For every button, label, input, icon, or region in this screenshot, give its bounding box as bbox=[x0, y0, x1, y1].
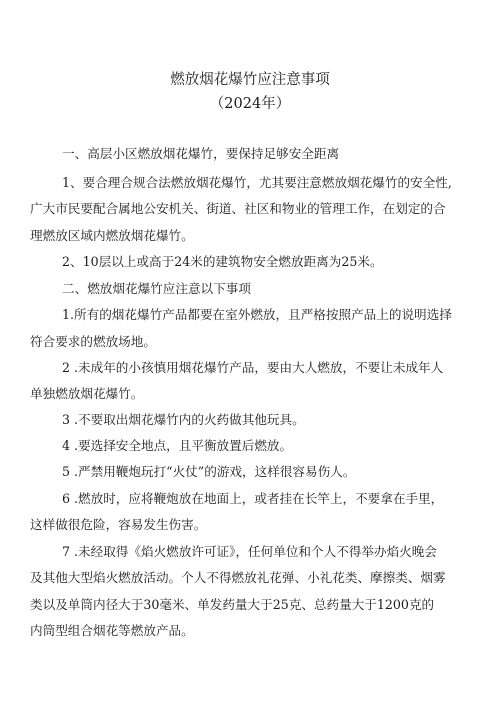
paragraph-line: 5 .严禁用鞭炮玩打“火仗”的游戏，这样很容易伤人。 bbox=[62, 464, 356, 479]
paragraph-line: 类以及单筒内径大于30毫米、单发药量大于25克、总药量大于1200克的 bbox=[30, 597, 435, 612]
document-title: 燃放烟花爆竹应注意事项 bbox=[170, 72, 330, 88]
paragraph-line: 及其他大型焰火燃放活动。个人不得燃放礼花弹、小礼花类、摩擦类、烟雾 bbox=[30, 570, 446, 585]
paragraph-line: 6 .燃放时，应将鞭炮放在地面上，或者挂在长竿上，不要拿在手里， bbox=[62, 491, 444, 506]
paragraph-line: 理燃放区域内燃放烟花爆竹。 bbox=[30, 228, 194, 243]
paragraph-line: 1、要合理合规合法燃放烟花爆竹，尤其要注意燃放烟花爆竹的安全性, bbox=[62, 175, 452, 190]
paragraph-line: 单独燃放烟花爆竹。 bbox=[30, 386, 144, 401]
paragraph-line: 7 .未经取得《焰火燃放许可证》，任何单位和个人不得举办焰火晚会 bbox=[62, 544, 437, 559]
paragraph-line: 内筒型组合烟花等燃放产品。 bbox=[30, 623, 194, 638]
paragraph-line: 这样做很危险，容易发生伤害。 bbox=[30, 517, 207, 532]
paragraph-line: 广大市民要配合属地公安机关、街道、社区和物业的管理工作，在划定的合 bbox=[30, 201, 446, 216]
paragraph-line: 2、10层以上或高于24米的建筑物安全燃放距离为25米。 bbox=[62, 254, 383, 269]
document-year: （2024年） bbox=[209, 96, 291, 112]
paragraph-line: 1.所有的烟花爆竹产品都要在室外燃放，且严格按照产品上的说明选择 bbox=[62, 307, 452, 322]
section-heading-1: 一、高层小区燃放烟花爆竹，要保持足够安全距离 bbox=[62, 146, 340, 161]
paragraph-line: 2 .未成年的小孩慎用烟花爆竹产品，要由大人燃放，不要让未成年人 bbox=[62, 360, 444, 375]
section-heading-2: 二、燃放烟花爆竹应注意以下事项 bbox=[62, 281, 251, 296]
paragraph-line: 3 .不要取出烟花爆竹内的火药做其他玩具。 bbox=[62, 412, 305, 427]
paragraph-line: 符合要求的燃放场地。 bbox=[30, 334, 156, 349]
paragraph-line: 4 .要选择安全地点，且平衡放置后燃放。 bbox=[62, 438, 293, 453]
